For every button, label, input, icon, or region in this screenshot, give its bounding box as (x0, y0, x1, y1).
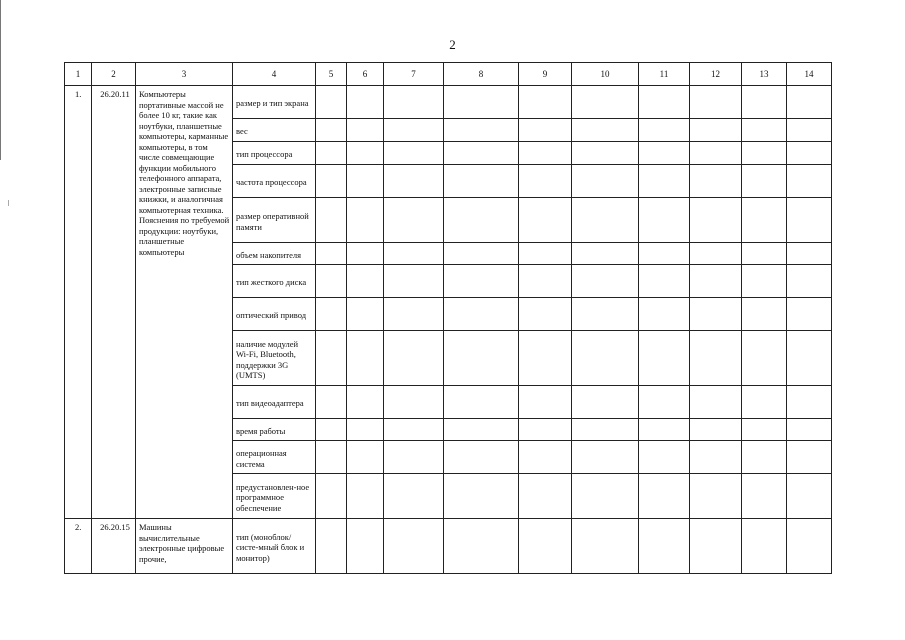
empty-cell-col-10 (572, 331, 639, 386)
empty-cell-col-8 (444, 419, 519, 441)
empty-cell-col-10 (572, 386, 639, 419)
empty-cell-col-12 (690, 198, 742, 243)
characteristic-cell: тип видеоадаптера (233, 386, 316, 419)
empty-cell-col-10 (572, 165, 639, 198)
empty-cell-col-14 (787, 142, 832, 165)
empty-cell-col-7 (384, 474, 444, 519)
table-body (65, 86, 832, 574)
characteristic-cell: тип процессора (233, 142, 316, 165)
empty-cell-col-9 (519, 519, 572, 574)
empty-cell-col-13 (742, 265, 787, 298)
header-col-1: 1 (65, 63, 92, 86)
empty-cell-col-5 (316, 119, 347, 142)
empty-cell-col-5 (316, 331, 347, 386)
empty-cell-col-5 (316, 519, 347, 574)
empty-cell-col-5 (316, 386, 347, 419)
empty-cell-col-10 (572, 86, 639, 119)
empty-cell-col-8 (444, 519, 519, 574)
empty-cell-col-10 (572, 474, 639, 519)
empty-cell-col-11 (639, 419, 690, 441)
empty-cell-col-8 (444, 298, 519, 331)
empty-cell-col-14 (787, 441, 832, 474)
empty-cell-col-13 (742, 441, 787, 474)
empty-cell-col-6 (347, 519, 384, 574)
empty-cell-col-14 (787, 331, 832, 386)
empty-cell-col-14 (787, 86, 832, 119)
empty-cell-col-6 (347, 331, 384, 386)
empty-cell-col-11 (639, 474, 690, 519)
empty-cell-col-9 (519, 86, 572, 119)
empty-cell-col-6 (347, 198, 384, 243)
empty-cell-col-12 (690, 519, 742, 574)
item-code: 26.20.11 (92, 86, 136, 519)
header-col-9: 9 (519, 63, 572, 86)
empty-cell-col-14 (787, 243, 832, 265)
empty-cell-col-13 (742, 86, 787, 119)
empty-cell-col-10 (572, 142, 639, 165)
empty-cell-col-7 (384, 419, 444, 441)
empty-cell-col-8 (444, 165, 519, 198)
empty-cell-col-14 (787, 265, 832, 298)
empty-cell-col-12 (690, 331, 742, 386)
header-col-14: 14 (787, 63, 832, 86)
empty-cell-col-7 (384, 119, 444, 142)
header-col-8: 8 (444, 63, 519, 86)
empty-cell-col-5 (316, 298, 347, 331)
characteristic-cell: предустановлен-ное программное обеспечение (233, 474, 316, 519)
item-number: 1. (65, 86, 92, 519)
empty-cell-col-6 (347, 298, 384, 331)
characteristic-cell: размер оперативной памяти (233, 198, 316, 243)
empty-cell-col-8 (444, 243, 519, 265)
empty-cell-col-13 (742, 119, 787, 142)
header-row (65, 63, 832, 86)
empty-cell-col-5 (316, 243, 347, 265)
empty-cell-col-6 (347, 419, 384, 441)
empty-cell-col-9 (519, 142, 572, 165)
empty-cell-col-13 (742, 419, 787, 441)
empty-cell-col-13 (742, 243, 787, 265)
empty-cell-col-7 (384, 86, 444, 119)
empty-cell-col-6 (347, 243, 384, 265)
empty-cell-col-5 (316, 441, 347, 474)
empty-cell-col-8 (444, 86, 519, 119)
empty-cell-col-13 (742, 165, 787, 198)
empty-cell-col-11 (639, 519, 690, 574)
empty-cell-col-6 (347, 441, 384, 474)
empty-cell-col-9 (519, 386, 572, 419)
empty-cell-col-10 (572, 419, 639, 441)
item-name: Машины вычислительные электронные цифровые прочие, (136, 519, 233, 574)
empty-cell-col-14 (787, 165, 832, 198)
empty-cell-col-12 (690, 119, 742, 142)
empty-cell-col-9 (519, 474, 572, 519)
empty-cell-col-5 (316, 165, 347, 198)
empty-cell-col-7 (384, 331, 444, 386)
left-margin-tick (8, 200, 9, 206)
empty-cell-col-12 (690, 298, 742, 331)
table-row (65, 519, 832, 574)
empty-cell-col-8 (444, 441, 519, 474)
empty-cell-col-8 (444, 265, 519, 298)
empty-cell-col-5 (316, 198, 347, 243)
characteristic-cell: время работы (233, 419, 316, 441)
empty-cell-col-5 (316, 86, 347, 119)
empty-cell-col-7 (384, 441, 444, 474)
item-number: 2. (65, 519, 92, 574)
empty-cell-col-13 (742, 386, 787, 419)
header-col-5: 5 (316, 63, 347, 86)
header-col-4: 4 (233, 63, 316, 86)
empty-cell-col-11 (639, 265, 690, 298)
empty-cell-col-5 (316, 265, 347, 298)
empty-cell-col-11 (639, 331, 690, 386)
empty-cell-col-14 (787, 298, 832, 331)
header-col-2: 2 (92, 63, 136, 86)
empty-cell-col-14 (787, 119, 832, 142)
empty-cell-col-14 (787, 198, 832, 243)
empty-cell-col-10 (572, 519, 639, 574)
empty-cell-col-12 (690, 142, 742, 165)
empty-cell-col-9 (519, 165, 572, 198)
empty-cell-col-6 (347, 119, 384, 142)
item-code: 26.20.15 (92, 519, 136, 574)
empty-cell-col-12 (690, 86, 742, 119)
empty-cell-col-8 (444, 474, 519, 519)
empty-cell-col-14 (787, 419, 832, 441)
empty-cell-col-13 (742, 142, 787, 165)
empty-cell-col-7 (384, 298, 444, 331)
empty-cell-col-11 (639, 86, 690, 119)
empty-cell-col-6 (347, 165, 384, 198)
header-col-6: 6 (347, 63, 384, 86)
empty-cell-col-12 (690, 165, 742, 198)
empty-cell-col-13 (742, 519, 787, 574)
empty-cell-col-12 (690, 441, 742, 474)
empty-cell-col-8 (444, 142, 519, 165)
empty-cell-col-12 (690, 386, 742, 419)
empty-cell-col-5 (316, 142, 347, 165)
empty-cell-col-11 (639, 243, 690, 265)
empty-cell-col-5 (316, 474, 347, 519)
empty-cell-col-8 (444, 119, 519, 142)
characteristic-cell: тип жесткого диска (233, 265, 316, 298)
header-col-3: 3 (136, 63, 233, 86)
table-row (65, 86, 832, 119)
empty-cell-col-8 (444, 198, 519, 243)
characteristic-cell: частота процессора (233, 165, 316, 198)
empty-cell-col-9 (519, 198, 572, 243)
empty-cell-col-12 (690, 243, 742, 265)
empty-cell-col-13 (742, 198, 787, 243)
empty-cell-col-11 (639, 142, 690, 165)
empty-cell-col-10 (572, 119, 639, 142)
empty-cell-col-10 (572, 265, 639, 298)
empty-cell-col-11 (639, 165, 690, 198)
header-col-12: 12 (690, 63, 742, 86)
empty-cell-col-11 (639, 298, 690, 331)
empty-cell-col-6 (347, 386, 384, 419)
empty-cell-col-7 (384, 142, 444, 165)
empty-cell-col-13 (742, 474, 787, 519)
header-col-13: 13 (742, 63, 787, 86)
header-col-10: 10 (572, 63, 639, 86)
characteristic-cell: наличие модулей Wi-Fi, Bluetooth, поддержки 3G (UMTS) (233, 331, 316, 386)
empty-cell-col-9 (519, 119, 572, 142)
empty-cell-col-11 (639, 386, 690, 419)
empty-cell-col-9 (519, 441, 572, 474)
empty-cell-col-11 (639, 441, 690, 474)
empty-cell-col-12 (690, 474, 742, 519)
characteristic-cell: размер и тип экрана (233, 86, 316, 119)
characteristic-cell: вес (233, 119, 316, 142)
empty-cell-col-9 (519, 243, 572, 265)
page-number: 2 (449, 37, 456, 52)
empty-cell-col-13 (742, 331, 787, 386)
empty-cell-col-9 (519, 331, 572, 386)
empty-cell-col-14 (787, 519, 832, 574)
empty-cell-col-10 (572, 243, 639, 265)
empty-cell-col-7 (384, 265, 444, 298)
empty-cell-col-12 (690, 419, 742, 441)
empty-cell-col-10 (572, 198, 639, 243)
empty-cell-col-6 (347, 142, 384, 165)
empty-cell-col-14 (787, 474, 832, 519)
empty-cell-col-7 (384, 198, 444, 243)
empty-cell-col-11 (639, 119, 690, 142)
empty-cell-col-9 (519, 419, 572, 441)
characteristic-cell: тип (моноблок/систе-мный блок и монитор) (233, 519, 316, 574)
empty-cell-col-10 (572, 298, 639, 331)
empty-cell-col-7 (384, 243, 444, 265)
empty-cell-col-12 (690, 265, 742, 298)
requirements-table (64, 62, 832, 574)
empty-cell-col-8 (444, 386, 519, 419)
header-col-11: 11 (639, 63, 690, 86)
left-margin-line (0, 0, 1, 160)
item-name: Компьютеры портативные массой не более 10 кг, такие как ноутбуки, планшетные компьютеры, карманные компьютеры, в том числе совмещающие функции мобильного телефонного аппарата, электронные записные книжки, и аналогичная компьютерная техника. Пояснения по требуемой продукции: ноутбуки, планшетные компьютеры (136, 86, 233, 519)
empty-cell-col-6 (347, 86, 384, 119)
characteristic-cell: оптический привод (233, 298, 316, 331)
empty-cell-col-9 (519, 298, 572, 331)
header-col-7: 7 (384, 63, 444, 86)
empty-cell-col-5 (316, 419, 347, 441)
empty-cell-col-11 (639, 198, 690, 243)
characteristic-cell: объем накопителя (233, 243, 316, 265)
empty-cell-col-7 (384, 386, 444, 419)
empty-cell-col-6 (347, 265, 384, 298)
empty-cell-col-14 (787, 386, 832, 419)
empty-cell-col-7 (384, 519, 444, 574)
empty-cell-col-7 (384, 165, 444, 198)
characteristic-cell: операционная система (233, 441, 316, 474)
empty-cell-col-13 (742, 298, 787, 331)
empty-cell-col-8 (444, 331, 519, 386)
empty-cell-col-9 (519, 265, 572, 298)
empty-cell-col-10 (572, 441, 639, 474)
empty-cell-col-6 (347, 474, 384, 519)
